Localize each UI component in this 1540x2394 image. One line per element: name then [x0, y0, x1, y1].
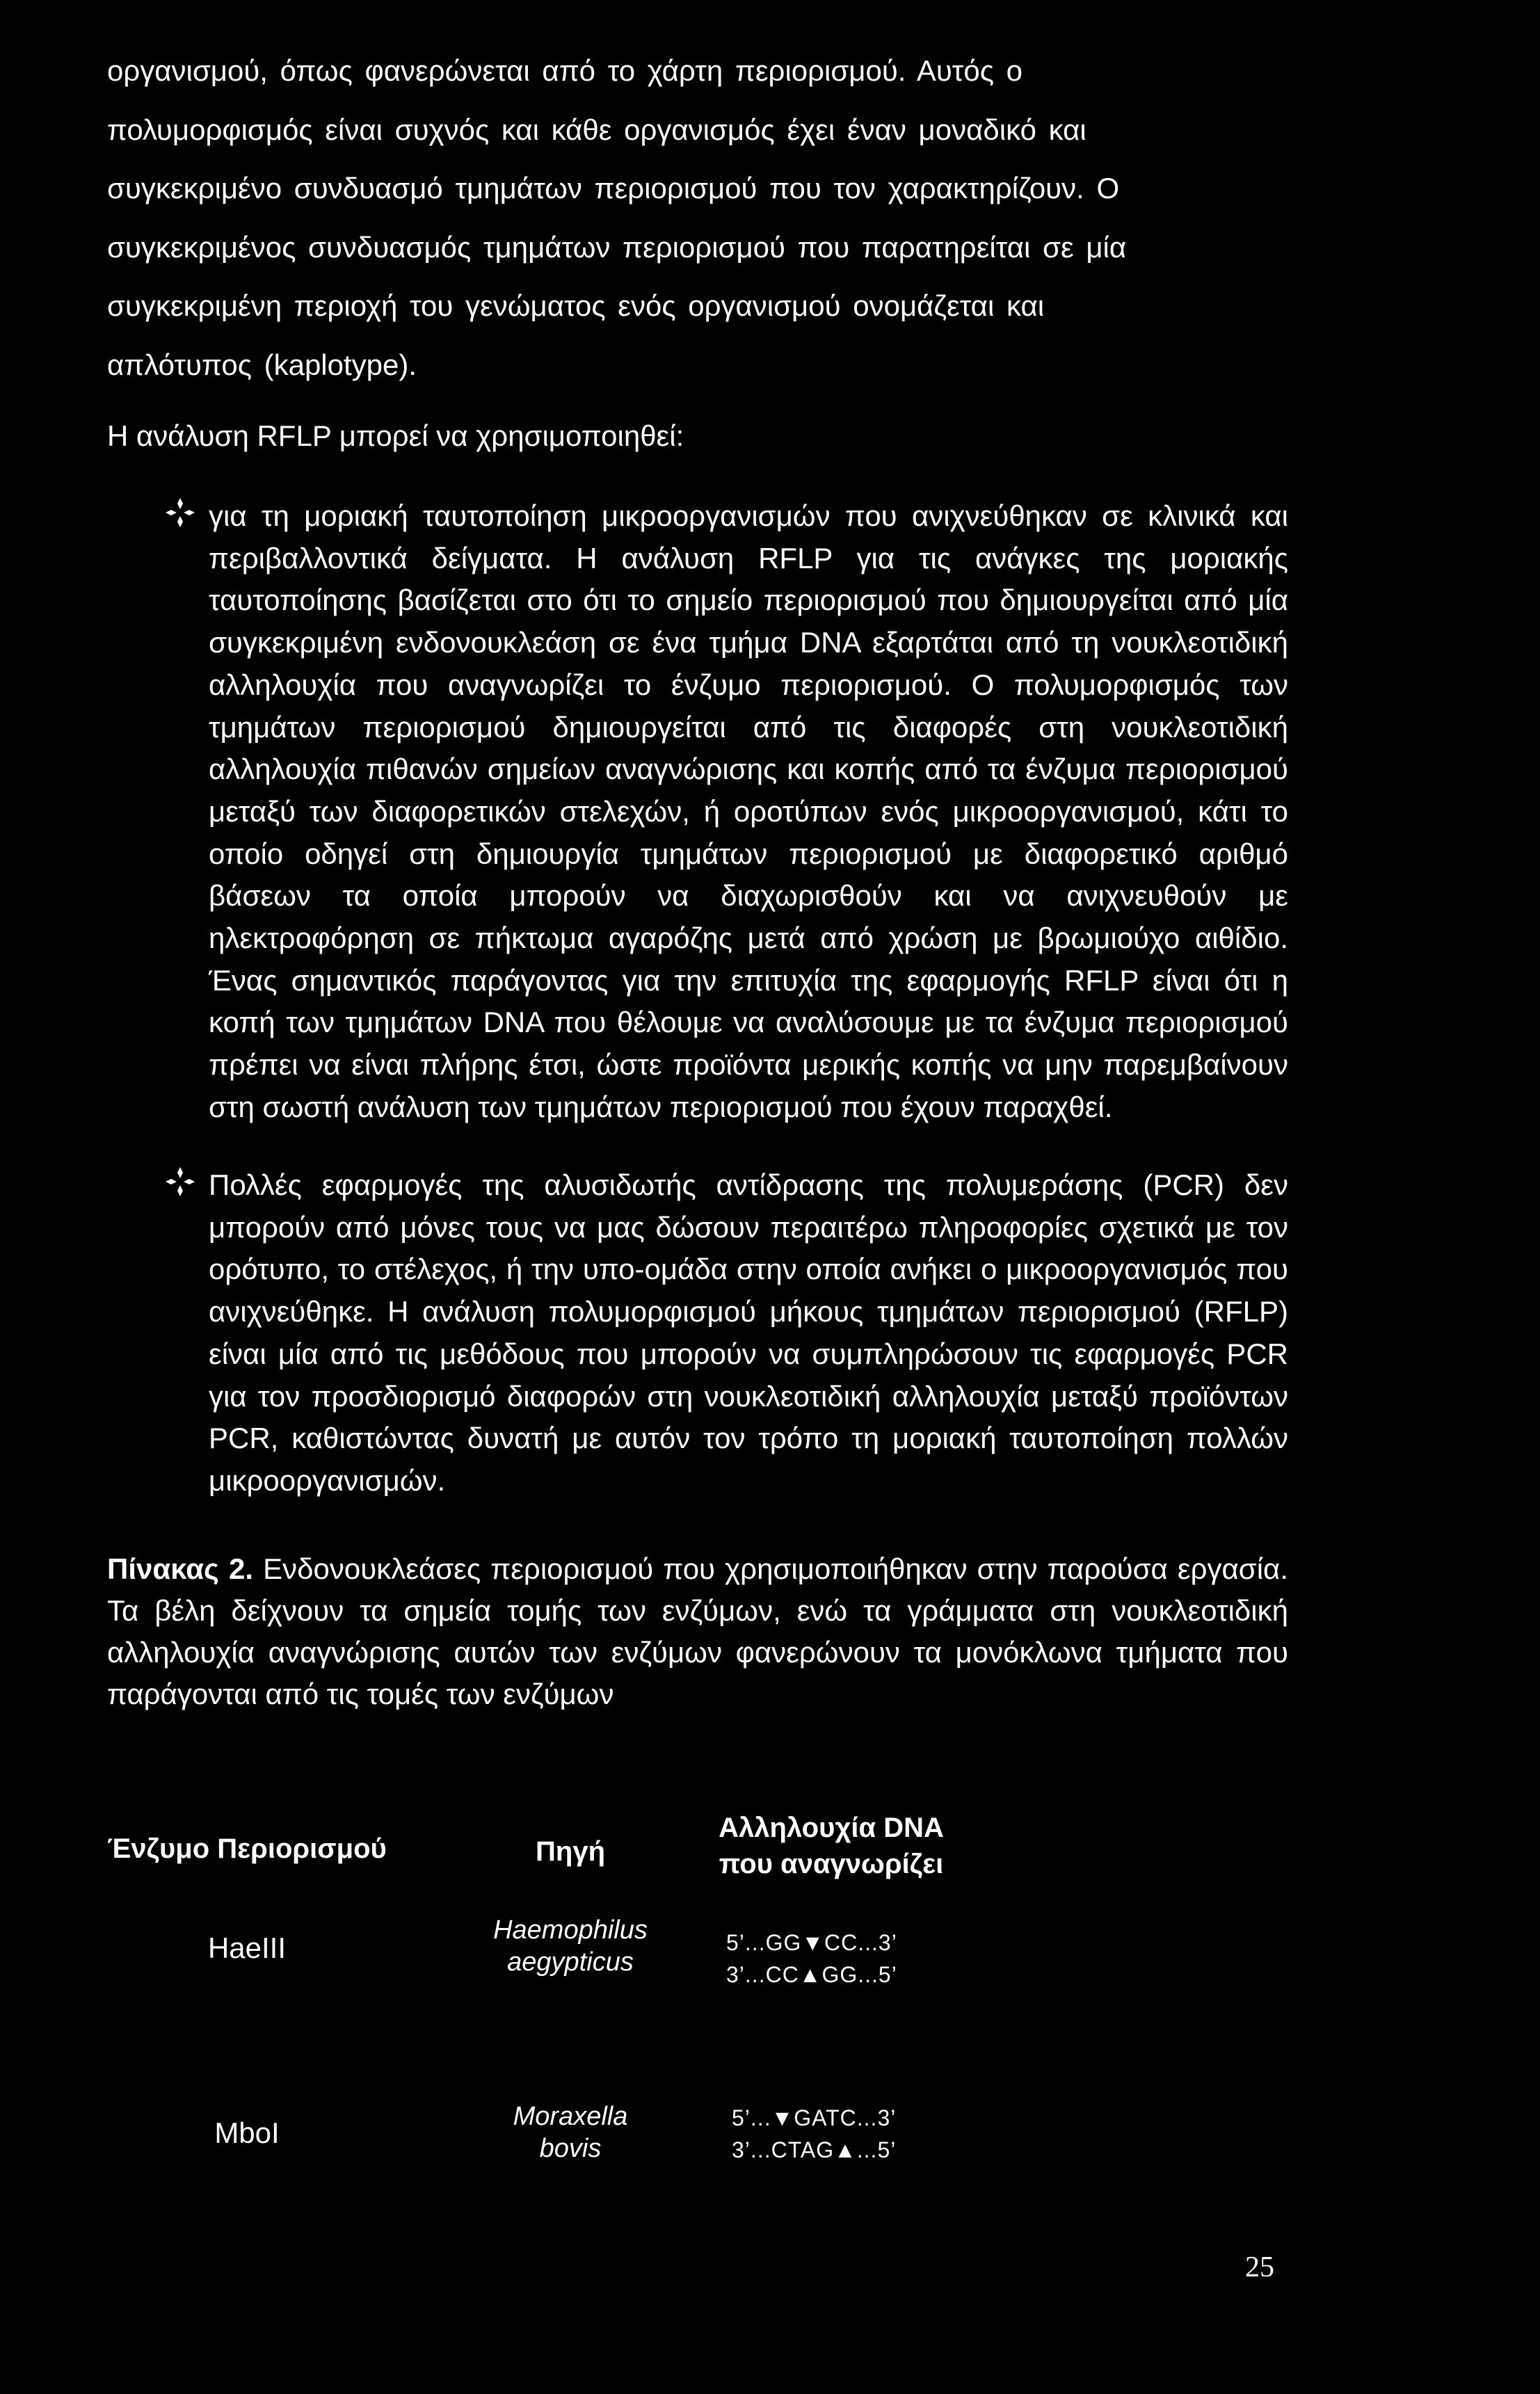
sequence-top-strand: 5’...▼GATC...3’ [732, 2105, 897, 2130]
bullet-text: Πολλές εφαρμογές της αλυσιδωτής αντίδρασης της πολυμεράσης (PCR) δεν μπορούν από μόνες τους να μας δώσουν περαιτέρω πληροφορίες σχετικά με τον ορότυπο, το στέλεχος, ή την υπο-ομάδα στην οποία ανήκει ο μικροοργανισμός που ανιχνεύθηκε. Η ανάλυση πολυμορφισμού μήκους τμημάτων περιορισμού (RFLP) είναι μία από τις μεθόδους που μπορούν να συμπληρώσουν τις εφαρμογές PCR για τον προσδιορισμό διαφορών στη νουκλεοτιδική αλληλουχία μεταξύ προϊόντων PCR, καθιστώντας δυνατή με αυτόν τον τρόπο τη μοριακή ταυτοποίηση πολλών μικροοργανισμών. [209, 1168, 1288, 1497]
header-enzyme: Ένζυμο Περιορισμού [107, 1833, 387, 1864]
cell-enzyme: HaeIII [207, 1931, 287, 1964]
cell-sequence [726, 1927, 897, 1991]
source-species: bovis [539, 2134, 602, 2163]
page-number: 25 [1245, 2251, 1274, 2283]
bullet-text: για τη μοριακή ταυτοποίηση μικροοργανισμών που ανιχνεύθηκαν σε κλινικά και περιβαλλοντικά δείγματα. Η ανάλυση RFLP για τις ανάγκες της μοριακής ταυτοποίησης βασίζεται στο ότι το σημείο περιορισμού που δημιουργείται από μία συγκεκριμένη ενδονουκλεάση σε ένα τμήμα DNA εξαρτάται από τη νουκλεοτιδική αλληλουχία που αναγνωρίζει το ένζυμο περιορισμού. Ο πολυμορφισμός των τμημάτων περιορισμού δημιουργείται από τις διαφορές στη νουκλεοτιδική αλληλουχία πιθανών σημείων αναγνώρισης και κοπής από τα ένζυμα περιορισμού μεταξύ των διαφορετικών στελεχών, ή οροτύπων ενός μικροοργανισμού, κάτι το οποίο οδηγεί στη δημιουργία τμημάτων περιορισμού με διαφορετικό αριθμό βάσεων τα οποία μπορούν να διαχωρισθούν και να ανιχνευθούν με ηλεκτροφόρηση σε πήκτωμα αγαρόζης μετά από χρώση με βρωμιούχο αιθίδιο. Ένας σημαντικός παράγοντας για την επιτυχία της εφαρμογής RFLP είναι ότι η κοπή των τμημάτων DNA που θέλουμε να αναλύσουμε με τα ένζυμα περιορισμού πρέπει να είναι πλήρης έτσι, ώστε προϊόντα μερικής κοπής να μην παρεμβαίνουν στη σωστή ανάλυση των τμημάτων περιορισμού που έχουν παραχθεί. [209, 499, 1288, 1123]
cell-source [445, 1914, 696, 1978]
header-source: Πηγή [536, 1836, 605, 1867]
header-sequence [668, 1810, 995, 1882]
lead-sentence: Η ανάλυση RFLP μπορεί να χρησιμοποιηθεί: [107, 419, 684, 452]
intro-line: οργανισμού, όπως φανερώνεται από το χάρτη περιορισμού. Αυτός ο [107, 54, 1023, 87]
source-genus: Haemophilus [493, 1915, 648, 1945]
source-species: aegypticus [507, 1947, 634, 1977]
sequence-bottom-strand: 3’...CTAG▲...5’ [732, 2137, 897, 2162]
diamond-bullet-icon [163, 495, 198, 530]
caption-label: Πίνακας 2. [107, 1552, 254, 1585]
cell-source [445, 2100, 696, 2164]
header-sequence-line2: που αναγνωρίζει [719, 1849, 944, 1879]
header-sequence-line1: Αλληλουχία DNA [719, 1813, 944, 1843]
sequence-bottom-strand: 3’...CC▲GG...5’ [726, 1962, 897, 1987]
intro-line: συγκεκριμένη περιοχή του γενώματος ενός οργανισμού ονομάζεται και [107, 289, 1045, 322]
caption-text: Ενδονουκλεάσες περιορισμού που χρησιμοποιήθηκαν στην παρούσα εργασία. Τα βέλη δείχνουν τα σημεία τομής των ενζύμων, ενώ τα γράμματα στη νουκλεοτιδική αλληλουχία αναγνώρισης αυτών των ενζύμων φανερώνουν τα μονόκλωνα τμήματα που παράγονται από τις τομές των ενζύμων [107, 1552, 1288, 1710]
diamond-bullet-icon [163, 1164, 198, 1199]
table-caption [107, 1548, 1288, 1715]
intro-line: συγκεκριμένο συνδυασμό τμημάτων περιορισμού που τον χαρακτηρίζουν. Ο [107, 172, 1120, 204]
source-genus: Moraxella [513, 2102, 628, 2131]
sequence-top-strand: 5’...GG▼CC...3’ [726, 1930, 897, 1955]
intro-line: πολυμορφισμός είναι συχνός και κάθε οργανισμός έχει έναν μοναδικό και [107, 113, 1086, 146]
intro-paragraph [107, 42, 1288, 394]
intro-line: απλότυπος (kaplotype). [107, 348, 417, 381]
cell-sequence [732, 2102, 896, 2166]
intro-line: συγκεκριμένος συνδυασμός τμημάτων περιορισμού που παρατηρείται σε μία [107, 230, 1127, 264]
cell-enzyme: MboI [214, 2116, 280, 2149]
